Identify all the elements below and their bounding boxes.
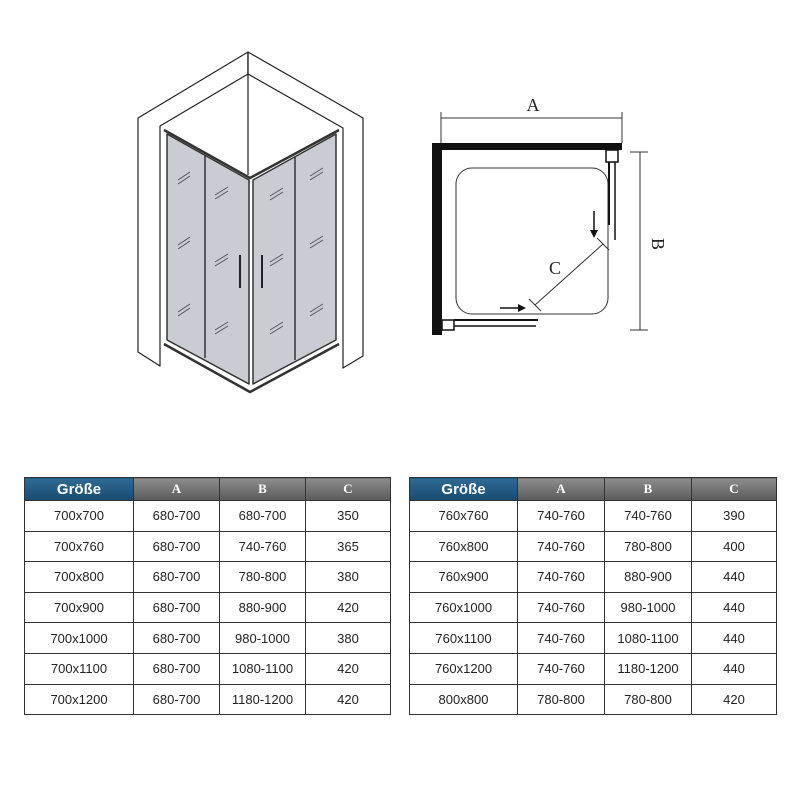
table-row xyxy=(25,501,391,532)
cell-b: 980-1000 xyxy=(605,592,692,623)
table-row xyxy=(410,684,777,715)
header-b: B xyxy=(220,478,306,501)
table-row xyxy=(410,592,777,623)
table-row xyxy=(25,684,391,715)
cell-b: 1180-1200 xyxy=(220,684,306,715)
header-b: B xyxy=(605,478,692,501)
cell-b: 1080-1100 xyxy=(220,653,306,684)
label-b: B xyxy=(648,237,668,251)
plan-view xyxy=(432,95,668,335)
cell-size: 700x900 xyxy=(25,592,134,623)
cell-a: 680-700 xyxy=(134,501,220,532)
header-a: A xyxy=(134,478,220,501)
cell-size: 760x1200 xyxy=(410,653,518,684)
table-row xyxy=(25,623,391,654)
cell-a: 740-760 xyxy=(518,623,605,654)
cell-c: 380 xyxy=(306,623,391,654)
cell-size: 700x800 xyxy=(25,562,134,593)
cell-size: 760x1000 xyxy=(410,592,518,623)
cell-b: 780-800 xyxy=(605,531,692,562)
cell-a: 740-760 xyxy=(518,592,605,623)
table-row xyxy=(25,531,391,562)
cell-size: 800x800 xyxy=(410,684,518,715)
cell-a: 740-760 xyxy=(518,531,605,562)
cell-size: 700x1200 xyxy=(25,684,134,715)
table-row xyxy=(25,653,391,684)
cell-c: 390 xyxy=(692,501,777,532)
cell-a: 680-700 xyxy=(134,562,220,593)
cell-b: 780-800 xyxy=(220,562,306,593)
cell-a: 780-800 xyxy=(518,684,605,715)
cell-b: 740-760 xyxy=(605,501,692,532)
cell-b: 1080-1100 xyxy=(605,623,692,654)
header-c: C xyxy=(692,478,777,501)
cell-c: 365 xyxy=(306,531,391,562)
cell-c: 420 xyxy=(306,653,391,684)
table-row xyxy=(25,592,391,623)
size-table-right xyxy=(409,477,777,715)
cell-b: 740-760 xyxy=(220,531,306,562)
cell-a: 740-760 xyxy=(518,653,605,684)
cell-b: 880-900 xyxy=(605,562,692,593)
cell-b: 880-900 xyxy=(220,592,306,623)
cell-size: 700x760 xyxy=(25,531,134,562)
cell-c: 420 xyxy=(306,592,391,623)
table-row xyxy=(410,501,777,532)
cell-c: 440 xyxy=(692,562,777,593)
cell-size: 700x700 xyxy=(25,501,134,532)
cell-size: 760x760 xyxy=(410,501,518,532)
cell-c: 420 xyxy=(692,684,777,715)
cell-a: 740-760 xyxy=(518,501,605,532)
cell-a: 680-700 xyxy=(134,531,220,562)
cell-size: 760x800 xyxy=(410,531,518,562)
table-row xyxy=(25,562,391,593)
shower-enclosure-3d xyxy=(138,52,363,392)
cell-a: 680-700 xyxy=(134,684,220,715)
cell-a: 680-700 xyxy=(134,623,220,654)
cell-a: 680-700 xyxy=(134,592,220,623)
table-row xyxy=(410,531,777,562)
cell-a: 680-700 xyxy=(134,653,220,684)
cell-c: 380 xyxy=(306,562,391,593)
table-row xyxy=(410,653,777,684)
cell-c: 440 xyxy=(692,653,777,684)
table-row xyxy=(410,623,777,654)
size-table-left xyxy=(24,477,391,715)
table-row xyxy=(410,562,777,593)
cell-a: 740-760 xyxy=(518,562,605,593)
header-c: C xyxy=(306,478,391,501)
cell-c: 350 xyxy=(306,501,391,532)
cell-b: 680-700 xyxy=(220,501,306,532)
cell-c: 440 xyxy=(692,592,777,623)
header-size: Größe xyxy=(25,478,134,501)
table-header-row xyxy=(410,478,777,501)
cell-b: 780-800 xyxy=(605,684,692,715)
header-size: Größe xyxy=(410,478,518,501)
header-a: A xyxy=(518,478,605,501)
label-a: A xyxy=(526,95,540,115)
cell-b: 980-1000 xyxy=(220,623,306,654)
cell-size: 700x1100 xyxy=(25,653,134,684)
cell-c: 440 xyxy=(692,623,777,654)
table-header-row xyxy=(25,478,391,501)
cell-c: 420 xyxy=(306,684,391,715)
cell-c: 400 xyxy=(692,531,777,562)
cell-size: 760x900 xyxy=(410,562,518,593)
cell-size: 760x1100 xyxy=(410,623,518,654)
cell-b: 1180-1200 xyxy=(605,653,692,684)
label-c: C xyxy=(548,258,562,278)
cell-size: 700x1000 xyxy=(25,623,134,654)
